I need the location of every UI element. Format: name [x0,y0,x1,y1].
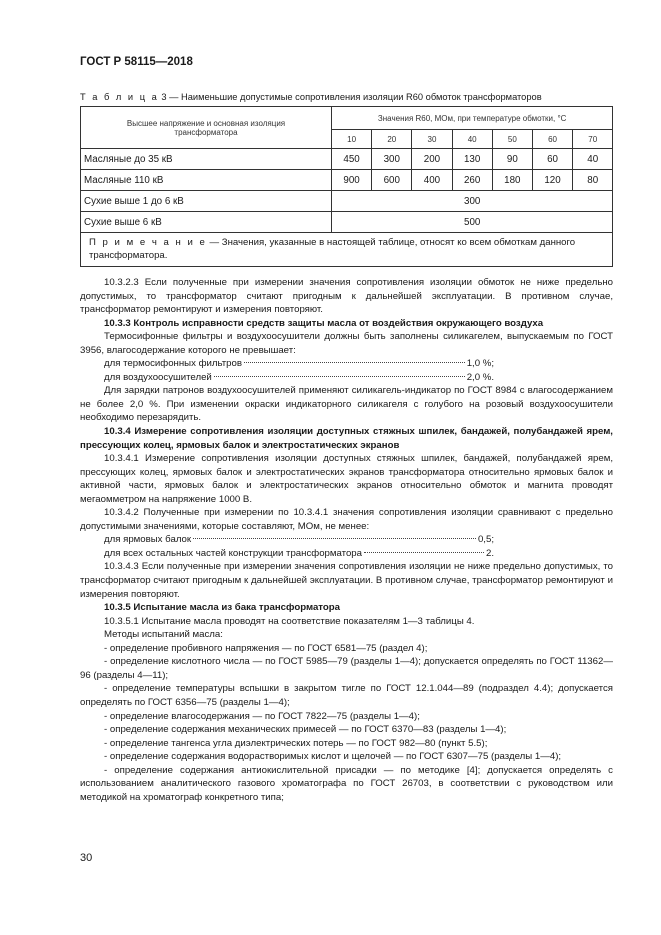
paragraph-methods: Методы испытаний масла: [104,629,223,641]
row-label: Масляные 110 кВ [81,170,332,191]
value-cell: 120 [532,170,572,191]
value-cell: 130 [452,149,492,170]
limit-line-thermosiphon [80,357,494,371]
limit-label: для ярмовых балок [104,534,192,546]
note-prefix: П р и м е ч а н и е [89,237,207,248]
document-body [80,276,613,804]
value-cell: 300 [372,149,412,170]
dot-leader [244,362,465,363]
limit-value: 2. [485,547,494,559]
dot-leader [193,538,476,539]
dot-leader [214,376,465,377]
value-cell: 450 [332,149,372,170]
value-cell: 40 [573,149,613,170]
limit-value: 2,0 %. [466,371,494,383]
method-item: - определение кислотного числа — по ГОСТ 5985—79 (разделы 1—4); допускается определять по ГОСТ 11362—96 (разделы 4—11); [80,656,613,681]
value-cell: 900 [332,170,372,191]
value-cell: 80 [573,170,613,191]
value-cell: 60 [532,149,572,170]
limit-line-dehydrator [80,371,494,385]
row-label: Масляные до 35 кВ [81,149,332,170]
temperature-cell: 60 [532,130,572,149]
table-caption-text: — Наименьшие допустимые сопротивления изоляции R60 обмоток трансформаторов [169,92,542,102]
table-row [81,149,613,170]
value-cell: 500 [332,212,613,233]
value-cell: 400 [412,170,452,191]
table-caption [80,92,542,102]
paragraph-10-3-3: Термосифонные фильтры и воздухоосушители должны быть заполнены силикагелем, выпускаемым по ГОСТ 3956, влагосодержание которого не превышает: [80,331,613,356]
limit-value: 1,0 %; [466,358,494,370]
limit-label: для термосифонных фильтров [104,358,242,370]
paragraph-10-3-4-3: 10.3.4.3 Если полученные при измерении значения сопротивления изоляции не ниже предельно допустимых, то трансформатор считают пригодным к дальнейшей эксплуатации. В противном случае, трансформатор ремонтируют и измерения повторяют. [80,561,613,600]
row-label: Сухие выше 1 до 6 кВ [81,191,332,212]
method-item: - определение содержания водорастворимых кислот и щелочей — по ГОСТ 6307—75 (разделы 1—4); [104,751,562,763]
temperature-cell: 70 [573,130,613,149]
paragraph-10-3-2-3: 10.3.2.3 Если полученные при измерении значения сопротивления изоляции обмоток не ниже предельно допустимых, то трансформатор считают пригодным к дальнейшей эксплуатации. В противном случае, трансформатор ремонтируют и измерения повторяют. [80,277,613,316]
table-row [81,212,613,233]
paragraph-10-3-4-2: 10.3.4.2 Полученные при измерении по 10.3.4.1 значения сопротивления изоляции сравнивают с предельно допустимыми значениями, которые составляют, МОм, не менее: [80,507,613,532]
heading-10-3-4: 10.3.4 Измерение сопротивления изоляции доступных стяжных шпилек, бандажей, полубандажей ярем, прессующих колец, ярмовых балок и электростатических экранов [80,426,613,451]
method-item: - определение содержания антиокислительной присадки — по методике [4]; допускается определять с использованием аналитического газового хроматографа по ГОСТ 26703, в соответствии с руководством или методикой на хроматограф конкретного типа; [80,764,613,803]
heading-10-3-5: 10.3.5 Испытание масла из бака трансформатора [104,602,341,614]
value-cell: 260 [452,170,492,191]
value-cell: 600 [372,170,412,191]
paragraph-10-3-5-1: 10.3.5.1 Испытание масла проводят на соответствие показателям 1—3 таблицы 4. [104,615,475,627]
value-cell: 180 [492,170,532,191]
value-cell: 300 [332,191,613,212]
method-item: - определение пробивного напряжения — по ГОСТ 6581—75 (раздел 4); [104,642,428,654]
limit-label: для воздухоосушителей [104,371,212,383]
method-item: - определение температуры вспышки в закрытом тигле по ГОСТ 12.1.044—89 (подраздел 4.4); допускается определять по ГОСТ 6356—75 (разделы 1—4); [80,683,613,708]
limit-line-yoke-beams [80,533,494,547]
document-header: ГОСТ Р 58115—2018 [80,56,193,68]
heading-10-3-3: 10.3.3 Контроль исправности средств защиты масла от воздействия окружающего воздуха [104,317,544,329]
method-item: - определение влагосодержания — по ГОСТ 7822—75 (разделы 1—4); [104,710,420,722]
temperature-cell: 50 [492,130,532,149]
value-cell: 200 [412,149,452,170]
limit-line-other-parts [80,547,494,561]
row-label: Сухие выше 6 кВ [81,212,332,233]
limit-label: для всех остальных частей конструкции трансформатора [104,547,363,559]
method-item: - определение содержания механических примесей — по ГОСТ 6370—83 (разделы 1—4); [104,724,507,736]
page-number: 30 [80,852,93,864]
table-caption-prefix: Т а б л и ц а [80,92,159,102]
temperature-cell: 10 [332,130,372,149]
temperature-cell: 20 [372,130,412,149]
table-row [81,191,613,212]
table-note [81,233,613,267]
value-cell: 90 [492,149,532,170]
insulation-resistance-table [80,106,613,267]
dot-leader [364,552,484,553]
table-header-voltage: Высшее напряжение и основная изоляция трансформатора [81,107,332,149]
temperature-cell: 40 [452,130,492,149]
paragraph-10-3-4-1: 10.3.4.1 Измерение сопротивления изоляции доступных стяжных шпилек, бандажей, полубандажей ярем, прессующих колец, ярмовых балок и электростатических экранов трансформатора относительно ярмовых балок и активной части, ярмовых балок и электростатических экранов относительно обмоток и магнита проводят мегаомметром на напряжение 1000 В. [80,453,613,505]
note-text: — Значения, указанные в настоящей таблице, относят ко всем обмоткам данного трансформатора. [89,237,576,261]
method-item: - определение тангенса угла диэлектрических потерь — по ГОСТ 982—80 (пункт 5.5); [104,737,488,749]
table-row [81,170,613,191]
paragraph-cartridges: Для зарядки патронов воздухоосушителей применяют силикагель-индикатор по ГОСТ 8984 с влагосодержанием не более 2,0 %. При изменении окраски индикаторного силикагеля с голубого на розовый воздухоосушители необходимо перезарядить. [80,385,613,424]
table-header-values: Значения R60, МОм, при температуре обмотки, °С [332,107,613,130]
temperature-cell: 30 [412,130,452,149]
table-caption-number: 3 [161,92,167,102]
methods-list [80,642,613,805]
limit-value: 0,5; [477,534,494,546]
